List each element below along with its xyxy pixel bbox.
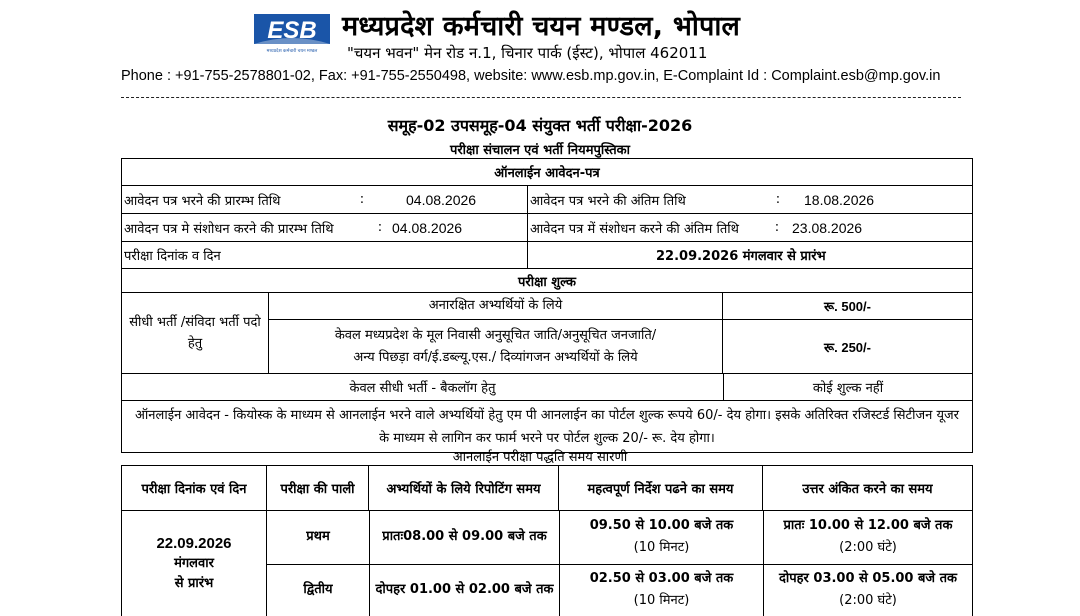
logo-text: ESB	[267, 17, 317, 44]
schedule-day-suffix: से प्रारंभ	[174, 575, 214, 591]
org-address: "चयन भवन" मेन रोड न.1, चिनार पार्क (ईस्ट), भोपाल 462011	[347, 44, 708, 62]
schedule-caption: आनलाईन परीक्षा पद्धति समय सारणी	[452, 450, 628, 465]
header-reporting-time: अभ्यर्थियों के लिये रिपोटिंग समय	[368, 466, 558, 510]
schedule-day: मंगलवार	[174, 555, 214, 571]
fee-reserved-amount: रू. 250/-	[722, 320, 972, 373]
exam-subtitle: परीक्षा संचालन एवं भर्ती नियमपुस्तिका	[449, 143, 631, 158]
fee-reserved-line-1: केवल मध्यप्रदेश के मूल निवासी अनुसूचित जाति/अनुसूचित जनजाति/	[334, 327, 657, 343]
colon: :	[359, 192, 365, 207]
correction-start-label: आवेदन पत्र मे संशोधन करने की प्रारम्भ तिथि	[124, 221, 334, 237]
colon: :	[774, 220, 780, 235]
table-row	[122, 241, 972, 268]
table-row	[269, 293, 972, 319]
application-start-date: 04.08.2026	[406, 191, 477, 208]
table-row	[122, 400, 972, 452]
shift-answering-time: प्रातः 10.00 से 12.00 बजे तक	[783, 518, 953, 534]
header-instructions-time: महत्वपूर्ण निर्देश पढने का समय	[558, 466, 762, 510]
colon: :	[377, 220, 383, 235]
application-info-table	[121, 158, 973, 453]
exam-schedule-table	[121, 465, 973, 616]
exam-date-value: 22.09.2026 मंगलवार से प्रारंभ	[527, 242, 972, 268]
table-row	[122, 159, 972, 185]
table-row	[267, 511, 972, 564]
correction-end-cell	[527, 214, 972, 241]
shift-instructions-duration: (10 मिनट)	[633, 593, 690, 609]
schedule-date-cell	[122, 511, 266, 616]
fees-heading: परीक्षा शुल्क	[518, 274, 576, 290]
shift-name: द्वितीय	[303, 582, 333, 598]
header-shift: परीक्षा की पाली	[266, 466, 368, 510]
shift-reporting: दोपहर 01.00 से 02.00 बजे तक	[369, 565, 559, 616]
table-row	[122, 373, 972, 400]
application-end-date: 18.08.2026	[804, 191, 875, 208]
table-row	[267, 564, 972, 616]
correction-start-cell	[122, 214, 527, 241]
shift-instructions-time: 09.50 से 10.00 बजे तक	[589, 518, 734, 534]
exam-date-label: परीक्षा दिनांक व दिन	[124, 249, 221, 264]
fee-rows	[268, 293, 972, 373]
portal-fee-note: ऑनलाईन आवेदन - कियोस्क के माध्यम से आनलाईन भरने वाले अभ्यर्थियों हेतु एम पी आनलाईन का पोर्टल शुल्क रूपये 60/- देय होगा। इसके अतिरिक्त रजिस्टर्ड सिटीजन यूजर के माध्यम से लागिन कर फार्म भरने पर पोर्टल शुल्क 20/- रू. देय होगा।	[135, 407, 959, 446]
application-end-cell	[527, 186, 972, 213]
colon: :	[775, 192, 781, 207]
correction-start-date: 04.08.2026	[392, 219, 463, 236]
fees-block	[122, 292, 972, 373]
shift-answering	[763, 565, 972, 616]
application-start-label: आवेदन पत्र भरने की प्रारम्भ तिथि	[124, 193, 281, 209]
schedule-header-row	[122, 466, 972, 510]
header-answering-time: उत्तर अंकित करने का समय	[762, 466, 972, 510]
table-row	[122, 213, 972, 241]
shift-answering-duration: (2:00 घंटे)	[839, 593, 897, 609]
divider	[121, 97, 961, 98]
shift-answering-duration: (2:00 घंटे)	[839, 540, 897, 556]
shift-instructions-time: 02.50 से 03.00 बजे तक	[589, 571, 734, 587]
schedule-body	[122, 510, 972, 616]
fee-unreserved-label: अनारक्षित अभ्यर्थियों के लिये	[428, 298, 563, 313]
shift-answering	[763, 511, 972, 564]
table-row	[122, 268, 972, 292]
application-start-cell	[122, 186, 527, 213]
shift-instructions	[559, 565, 763, 616]
contact-line: Phone : +91-755-2578801-02, Fax: +91-755-2550498, website: www.esb.mp.gov.in, E-Complaint Id : Complaint.esb@mp.gov.in	[121, 68, 941, 84]
exam-title: समूह-02 उपसमूह-04 संयुक्त भर्ती परीक्षा-2026	[387, 116, 693, 135]
fee-backlog-amount: कोई शुल्क नहीं	[723, 374, 972, 400]
shift-instructions-duration: (10 मिनट)	[633, 540, 690, 556]
table-row	[122, 185, 972, 213]
online-application-heading: ऑनलाईन आवेदन-पत्र	[494, 166, 600, 181]
esb-logo	[250, 10, 334, 56]
shift-name: प्रथम	[306, 529, 330, 545]
fee-category-label: सीधी भर्ती /संविदा भर्ती पदो हेतु	[129, 315, 261, 351]
schedule-shifts	[266, 511, 972, 616]
schedule-date: 22.09.2026	[156, 534, 232, 552]
fee-reserved-line-2: अन्य पिछड़ा वर्ग/ई.डब्ल्यू.एस./ दिव्यांगजन अभ्यर्थियों के लिये	[353, 349, 638, 365]
fee-backlog-label: केवल सीधी भर्ती - बैकलॉग हेतु	[349, 381, 496, 396]
shift-reporting: प्रातः08.00 से 09.00 बजे तक	[369, 511, 559, 564]
correction-end-date: 23.08.2026	[792, 219, 863, 236]
fee-unreserved-amount: रू. 500/-	[722, 293, 972, 319]
shift-answering-time: दोपहर 03.00 से 05.00 बजे तक	[779, 571, 957, 587]
org-name: मध्यप्रदेश कर्मचारी चयन मण्डल, भोपाल	[342, 11, 741, 42]
exam-date-label-cell	[122, 242, 527, 268]
table-row	[269, 319, 972, 373]
header-exam-date: परीक्षा दिनांक एवं दिन	[141, 482, 247, 497]
application-end-label: आवेदन पत्र भरने की अंतिम तिथि	[530, 193, 686, 209]
logo-tagline: मध्यप्रदेश कर्मचारी चयन मण्डल	[266, 49, 318, 54]
fee-reserved-label	[269, 320, 722, 373]
correction-end-label: आवेदन पत्र में संशोधन करने की अंतिम तिथि	[530, 221, 739, 237]
shift-instructions	[559, 511, 763, 564]
